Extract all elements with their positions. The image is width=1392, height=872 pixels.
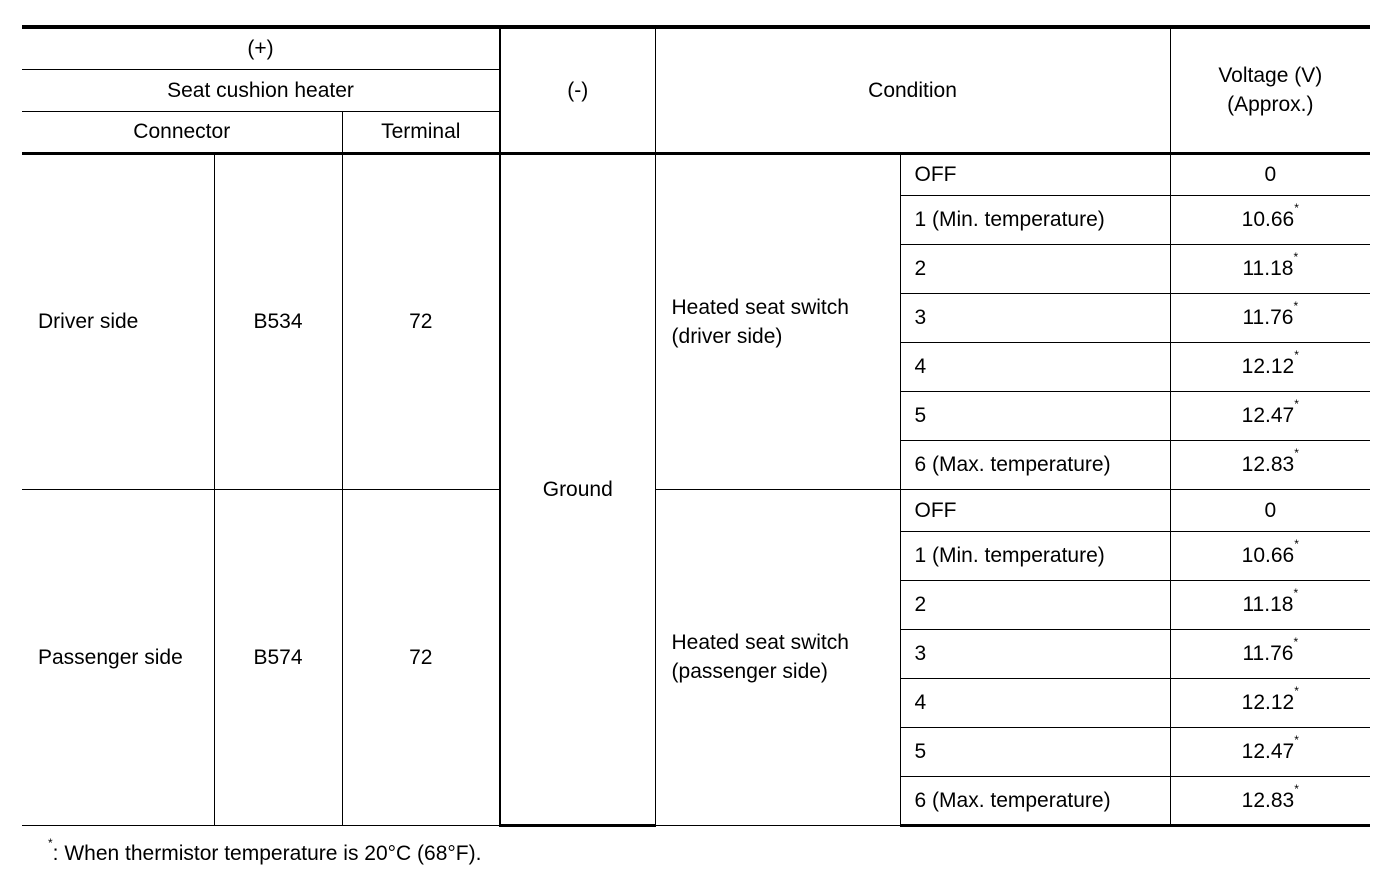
voltage-header-line1: Voltage (V): [1218, 64, 1323, 88]
voltage-number: 10.66: [1241, 544, 1295, 567]
voltage-value: [1170, 293, 1370, 342]
minus-header: (-): [500, 27, 655, 153]
voltage-value: [1170, 531, 1370, 580]
switch-label: [655, 153, 900, 489]
voltage-value: [1170, 391, 1370, 440]
switch-label-line2: (passenger side): [671, 660, 828, 683]
connector-cell: B534: [214, 153, 342, 489]
seat-cushion-heater-header: Seat cushion heater: [22, 69, 500, 111]
voltage-number: 12.47: [1241, 740, 1295, 763]
footnote: [48, 836, 482, 866]
switch-setting: 1 (Min. temperature): [900, 531, 1170, 580]
side-label: Driver side: [22, 153, 214, 489]
terminal-cell: 72: [342, 153, 500, 489]
terminal-cell: 72: [342, 489, 500, 825]
plus-header: (+): [22, 27, 500, 69]
voltage-number: 0: [1264, 163, 1277, 186]
switch-setting: 2: [900, 244, 1170, 293]
voltage-value: [1170, 440, 1370, 489]
table-row: [22, 489, 1370, 531]
voltage-value: [1170, 629, 1370, 678]
voltage-spec-table: [22, 25, 1370, 827]
voltage-value: [1170, 153, 1370, 195]
switch-label-line1: Heated seat switch: [671, 631, 849, 654]
switch-setting: 2: [900, 580, 1170, 629]
voltage-value: [1170, 776, 1370, 825]
asterisk-mark: *: [1293, 299, 1299, 313]
voltage-value: [1170, 195, 1370, 244]
voltage-header-line2: (Approx.): [1227, 93, 1314, 117]
asterisk-mark: *: [1294, 446, 1299, 460]
voltage-number: 12.12: [1241, 691, 1295, 714]
switch-setting: 3: [900, 629, 1170, 678]
switch-setting: 3: [900, 293, 1170, 342]
voltage-header: [1170, 27, 1370, 153]
asterisk-mark: *: [1294, 684, 1299, 698]
voltage-value: [1170, 727, 1370, 776]
side-label: Passenger side: [22, 489, 214, 825]
voltage-value: [1170, 489, 1370, 531]
voltage-number: 12.83: [1241, 788, 1295, 812]
asterisk-mark: *: [1294, 397, 1299, 411]
terminal-header: Terminal: [342, 111, 500, 153]
switch-setting: 4: [900, 342, 1170, 391]
voltage-value: [1170, 580, 1370, 629]
voltage-number: 11.18: [1242, 593, 1294, 616]
switch-label-line1: Heated seat switch: [671, 295, 849, 319]
voltage-number: 11.76: [1242, 642, 1294, 665]
asterisk-mark: *: [1293, 250, 1299, 264]
voltage-number: 11.18: [1242, 257, 1294, 280]
switch-setting: 5: [900, 391, 1170, 440]
asterisk-mark: *: [1294, 348, 1299, 362]
asterisk-mark: *: [1294, 537, 1299, 551]
condition-header: Condition: [655, 27, 1170, 153]
switch-setting: 4: [900, 678, 1170, 727]
switch-setting: 6 (Max. temperature): [900, 776, 1170, 825]
voltage-number: 12.12: [1241, 355, 1295, 378]
asterisk-mark: *: [1294, 201, 1299, 215]
switch-setting: OFF: [900, 153, 1170, 195]
connector-header: Connector: [22, 111, 342, 153]
switch-label: [655, 489, 900, 825]
voltage-number: 12.47: [1241, 404, 1295, 427]
asterisk-mark: *: [1293, 635, 1299, 649]
footnote-asterisk: *: [48, 836, 53, 850]
asterisk-mark: *: [1294, 781, 1299, 796]
switch-setting: 5: [900, 727, 1170, 776]
voltage-value: [1170, 342, 1370, 391]
footnote-text: : When thermistor temperature is 20°C (68°F).: [52, 842, 482, 865]
connector-cell: B574: [214, 489, 342, 825]
voltage-value: [1170, 678, 1370, 727]
voltage-number: 0: [1264, 498, 1277, 522]
voltage-value: [1170, 244, 1370, 293]
switch-label-line2: (driver side): [671, 324, 783, 348]
voltage-number: 10.66: [1241, 208, 1295, 231]
asterisk-mark: *: [1293, 586, 1299, 600]
switch-setting: 1 (Min. temperature): [900, 195, 1170, 244]
switch-setting: OFF: [900, 489, 1170, 531]
voltage-number: 11.76: [1242, 306, 1294, 329]
voltage-number: 12.83: [1241, 453, 1295, 476]
ground-cell: Ground: [500, 153, 655, 825]
switch-setting: 6 (Max. temperature): [900, 440, 1170, 489]
table-row: [22, 153, 1370, 195]
asterisk-mark: *: [1294, 733, 1299, 747]
